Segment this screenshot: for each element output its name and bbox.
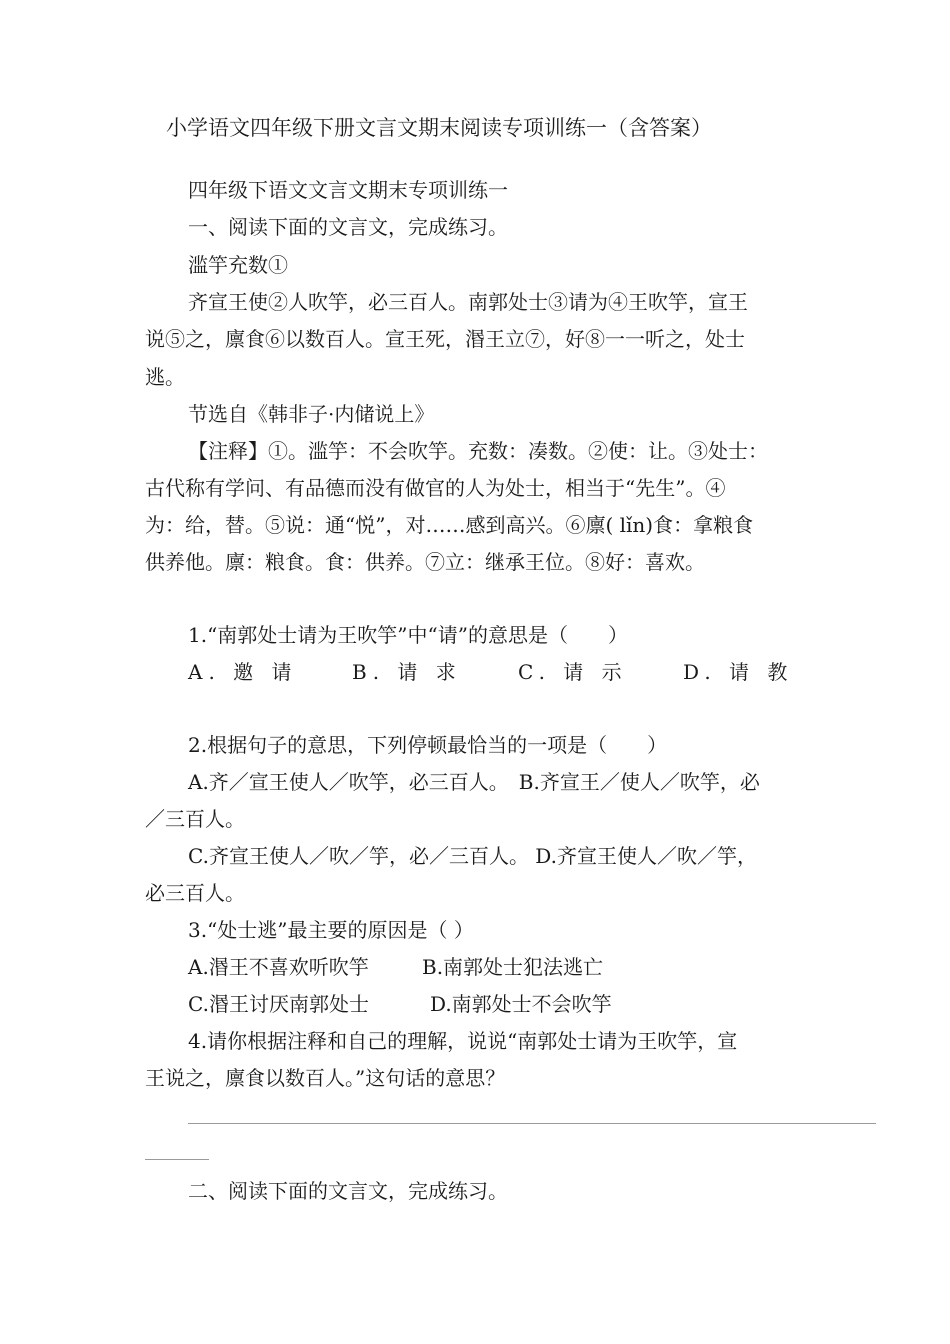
question-3-option-d: D.南郭处士不会吹竽: [430, 992, 612, 1016]
passage-line: 说⑤之，廪食⑥以数百人。宣王死，湣王立⑦，好⑧一一听之，处士: [145, 327, 745, 351]
question-1-option-b: B. 请 求: [352, 660, 462, 684]
notes-line: 为：给，替。⑤说：通“悦”，对……感到高兴。⑥廪( lǐn)食：拿粮食: [145, 513, 754, 537]
document-title: 小学语文四年级下册文言文期末阅读专项训练一（含答案）: [166, 116, 712, 140]
notes-line: 古代称有学问、有品德而没有做官的人为处士，相当于“先生”。④: [145, 476, 726, 500]
question-4-line: 4.请你根据注释和自己的理解，说说“南郭处士请为王吹竽，宣: [188, 1029, 738, 1053]
question-1-stem: 1.“南郭处士请为王吹竽”中“请”的意思是（ ）: [188, 623, 628, 647]
question-2-line: A.齐／宣王使人／吹竽，必三百人。 B.齐宣王／使人／吹竽，必: [188, 770, 760, 794]
passage-title: 滥竽充数①: [188, 253, 288, 277]
passage-line: 逃。: [145, 365, 185, 389]
question-1-option-a: A. 邀 请: [188, 660, 298, 684]
passage-line: 齐宣王使②人吹竽，必三百人。南郭处士③请为④王吹竽，宣王: [188, 290, 748, 314]
subtitle: 四年级下语文文言文期末专项训练一: [188, 178, 508, 202]
section-1-heading: 一、阅读下面的文言文，完成练习。: [188, 215, 508, 239]
section-2-heading: 二、阅读下面的文言文，完成练习。: [188, 1179, 508, 1203]
question-1-option-c: C. 请 示: [518, 660, 628, 684]
question-2-line: C.齐宣王使人／吹／竽，必／三百人。 D.齐宣王使人／吹／竽，: [188, 844, 757, 868]
answer-line-continuation: [145, 1159, 209, 1160]
question-3-option-b: B.南郭处士犯法逃亡: [422, 955, 604, 979]
question-2-line: 必三百人。: [145, 881, 245, 905]
question-2-line: ／三百人。: [145, 807, 245, 831]
question-4-line: 王说之，廪食以数百人。”这句话的意思？: [145, 1066, 506, 1090]
passage-source: 节选自《韩非子·内储说上》: [188, 402, 435, 426]
notes-line: 【注释】①。滥竽：不会吹竽。充数：凑数。②使：让。③处士：: [188, 439, 768, 463]
answer-line: [188, 1123, 876, 1124]
question-1-option-d: D. 请 教: [683, 660, 794, 684]
question-3-option-c: C.湣王讨厌南郭处士: [188, 992, 369, 1016]
question-3-stem: 3.“处士逃”最主要的原因是（ ）: [188, 918, 474, 942]
question-3-option-a: A.湣王不喜欢听吹竽: [188, 955, 369, 979]
notes-line: 供养他。廪：粮食。食：供养。⑦立：继承王位。⑧好：喜欢。: [145, 550, 705, 574]
question-2-stem: 2.根据句子的意思，下列停顿最恰当的一项是（ ）: [188, 733, 668, 757]
